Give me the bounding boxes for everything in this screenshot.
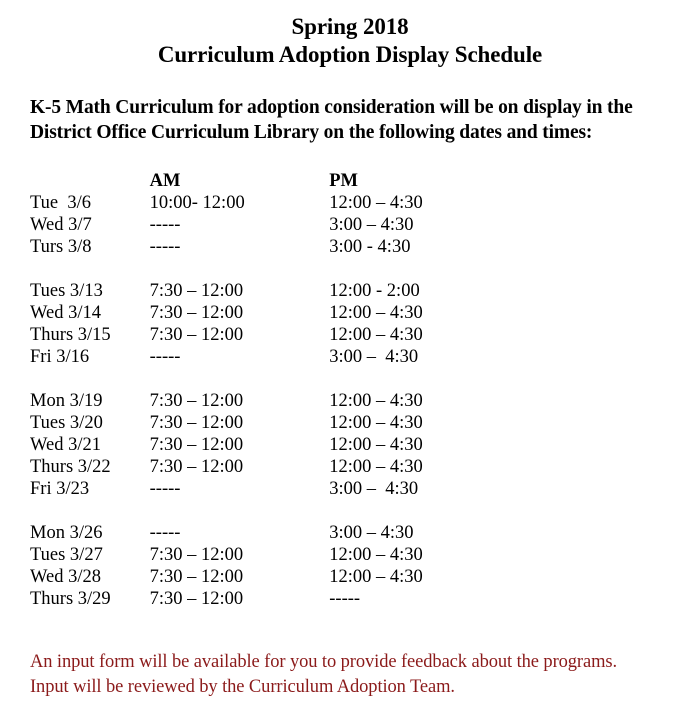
table-row bbox=[30, 522, 700, 544]
table-row bbox=[30, 192, 700, 214]
footer-line-1: An input form will be available for you to provide feedback about the programs. bbox=[30, 652, 618, 672]
row-date: Tues 3/27 bbox=[30, 545, 103, 565]
row-am: ----- bbox=[149, 347, 181, 367]
row-am: 7:30 – 12:00 bbox=[149, 325, 244, 345]
row-pm: 12:00 – 4:30 bbox=[329, 567, 423, 587]
row-date: Fri 3/23 bbox=[30, 479, 90, 499]
row-am: 7:30 – 12:00 bbox=[149, 413, 244, 433]
title-line-2: Curriculum Adoption Display Schedule bbox=[157, 42, 543, 67]
column-header-pm: PM bbox=[329, 171, 359, 191]
row-date: Tues 3/13 bbox=[30, 281, 103, 301]
row-date: Fri 3/16 bbox=[30, 347, 90, 367]
row-pm: 3:00 – 4:30 bbox=[329, 479, 419, 499]
row-pm: ----- bbox=[329, 589, 361, 609]
table-row bbox=[30, 280, 700, 302]
intro-line-1: K-5 Math Curriculum for adoption consideration will be on display in the bbox=[30, 97, 633, 118]
table-row bbox=[30, 302, 700, 324]
row-pm: 12:00 – 4:30 bbox=[329, 303, 423, 323]
row-date: Tues 3/20 bbox=[30, 413, 103, 433]
table-row bbox=[30, 214, 700, 236]
group-spacer bbox=[30, 258, 700, 280]
row-am: ----- bbox=[149, 523, 181, 543]
intro-paragraph bbox=[30, 95, 680, 145]
row-date: Wed 3/7 bbox=[30, 215, 92, 235]
footer-line-2: Input will be reviewed by the Curriculum Adoption Team. bbox=[30, 677, 455, 697]
table-row bbox=[30, 346, 700, 368]
row-am: ----- bbox=[149, 215, 181, 235]
row-am: ----- bbox=[149, 237, 181, 257]
row-pm: 12:00 – 4:30 bbox=[329, 545, 423, 565]
table-row bbox=[30, 456, 700, 478]
group-spacer bbox=[30, 368, 700, 390]
row-pm: 3:00 – 4:30 bbox=[329, 215, 414, 235]
row-am: 7:30 – 12:00 bbox=[149, 303, 244, 323]
row-pm: 12:00 – 4:30 bbox=[329, 413, 423, 433]
row-am: ----- bbox=[149, 479, 181, 499]
schedule-header-row bbox=[30, 170, 700, 192]
row-am: 7:30 – 12:00 bbox=[149, 567, 244, 587]
table-row bbox=[30, 588, 700, 610]
row-date: Thurs 3/29 bbox=[30, 589, 111, 609]
row-pm: 3:00 – 4:30 bbox=[329, 523, 414, 543]
row-am: 7:30 – 12:00 bbox=[149, 545, 244, 565]
row-pm: 3:00 – 4:30 bbox=[329, 347, 419, 367]
row-date: Wed 3/21 bbox=[30, 435, 101, 455]
table-row bbox=[30, 566, 700, 588]
row-am: 7:30 – 12:00 bbox=[149, 435, 244, 455]
row-date: Wed 3/14 bbox=[30, 303, 101, 323]
table-row bbox=[30, 236, 700, 258]
title-line-1: Spring 2018 bbox=[291, 14, 409, 39]
column-header-am: AM bbox=[149, 171, 181, 191]
group-spacer bbox=[30, 500, 700, 522]
row-date: Turs 3/8 bbox=[30, 237, 92, 257]
footer-note bbox=[30, 650, 690, 700]
table-row bbox=[30, 324, 700, 346]
table-row bbox=[30, 412, 700, 434]
table-row bbox=[30, 544, 700, 566]
row-pm: 12:00 – 4:30 bbox=[329, 325, 423, 345]
table-row bbox=[30, 390, 700, 412]
row-date: Tue 3/6 bbox=[30, 193, 92, 213]
row-pm: 3:00 - 4:30 bbox=[329, 237, 411, 257]
row-date: Thurs 3/15 bbox=[30, 325, 111, 345]
row-date: Thurs 3/22 bbox=[30, 457, 111, 477]
row-am: 7:30 – 12:00 bbox=[149, 457, 244, 477]
row-pm: 12:00 - 2:00 bbox=[329, 281, 420, 301]
row-am: 7:30 – 12:00 bbox=[149, 589, 244, 609]
row-am: 7:30 – 12:00 bbox=[149, 281, 244, 301]
row-date: Mon 3/19 bbox=[30, 391, 103, 411]
row-am: 10:00- 12:00 bbox=[149, 193, 245, 213]
row-am: 7:30 – 12:00 bbox=[149, 391, 244, 411]
row-pm: 12:00 – 4:30 bbox=[329, 391, 423, 411]
row-pm: 12:00 – 4:30 bbox=[329, 193, 423, 213]
row-date: Wed 3/28 bbox=[30, 567, 101, 587]
intro-line-2: District Office Curriculum Library on the following dates and times: bbox=[30, 122, 593, 143]
row-pm: 12:00 – 4:30 bbox=[329, 435, 423, 455]
table-row bbox=[30, 478, 700, 500]
document-title bbox=[0, 13, 700, 69]
schedule-table bbox=[30, 170, 700, 610]
row-pm: 12:00 – 4:30 bbox=[329, 457, 423, 477]
row-date: Mon 3/26 bbox=[30, 523, 103, 543]
table-row bbox=[30, 434, 700, 456]
